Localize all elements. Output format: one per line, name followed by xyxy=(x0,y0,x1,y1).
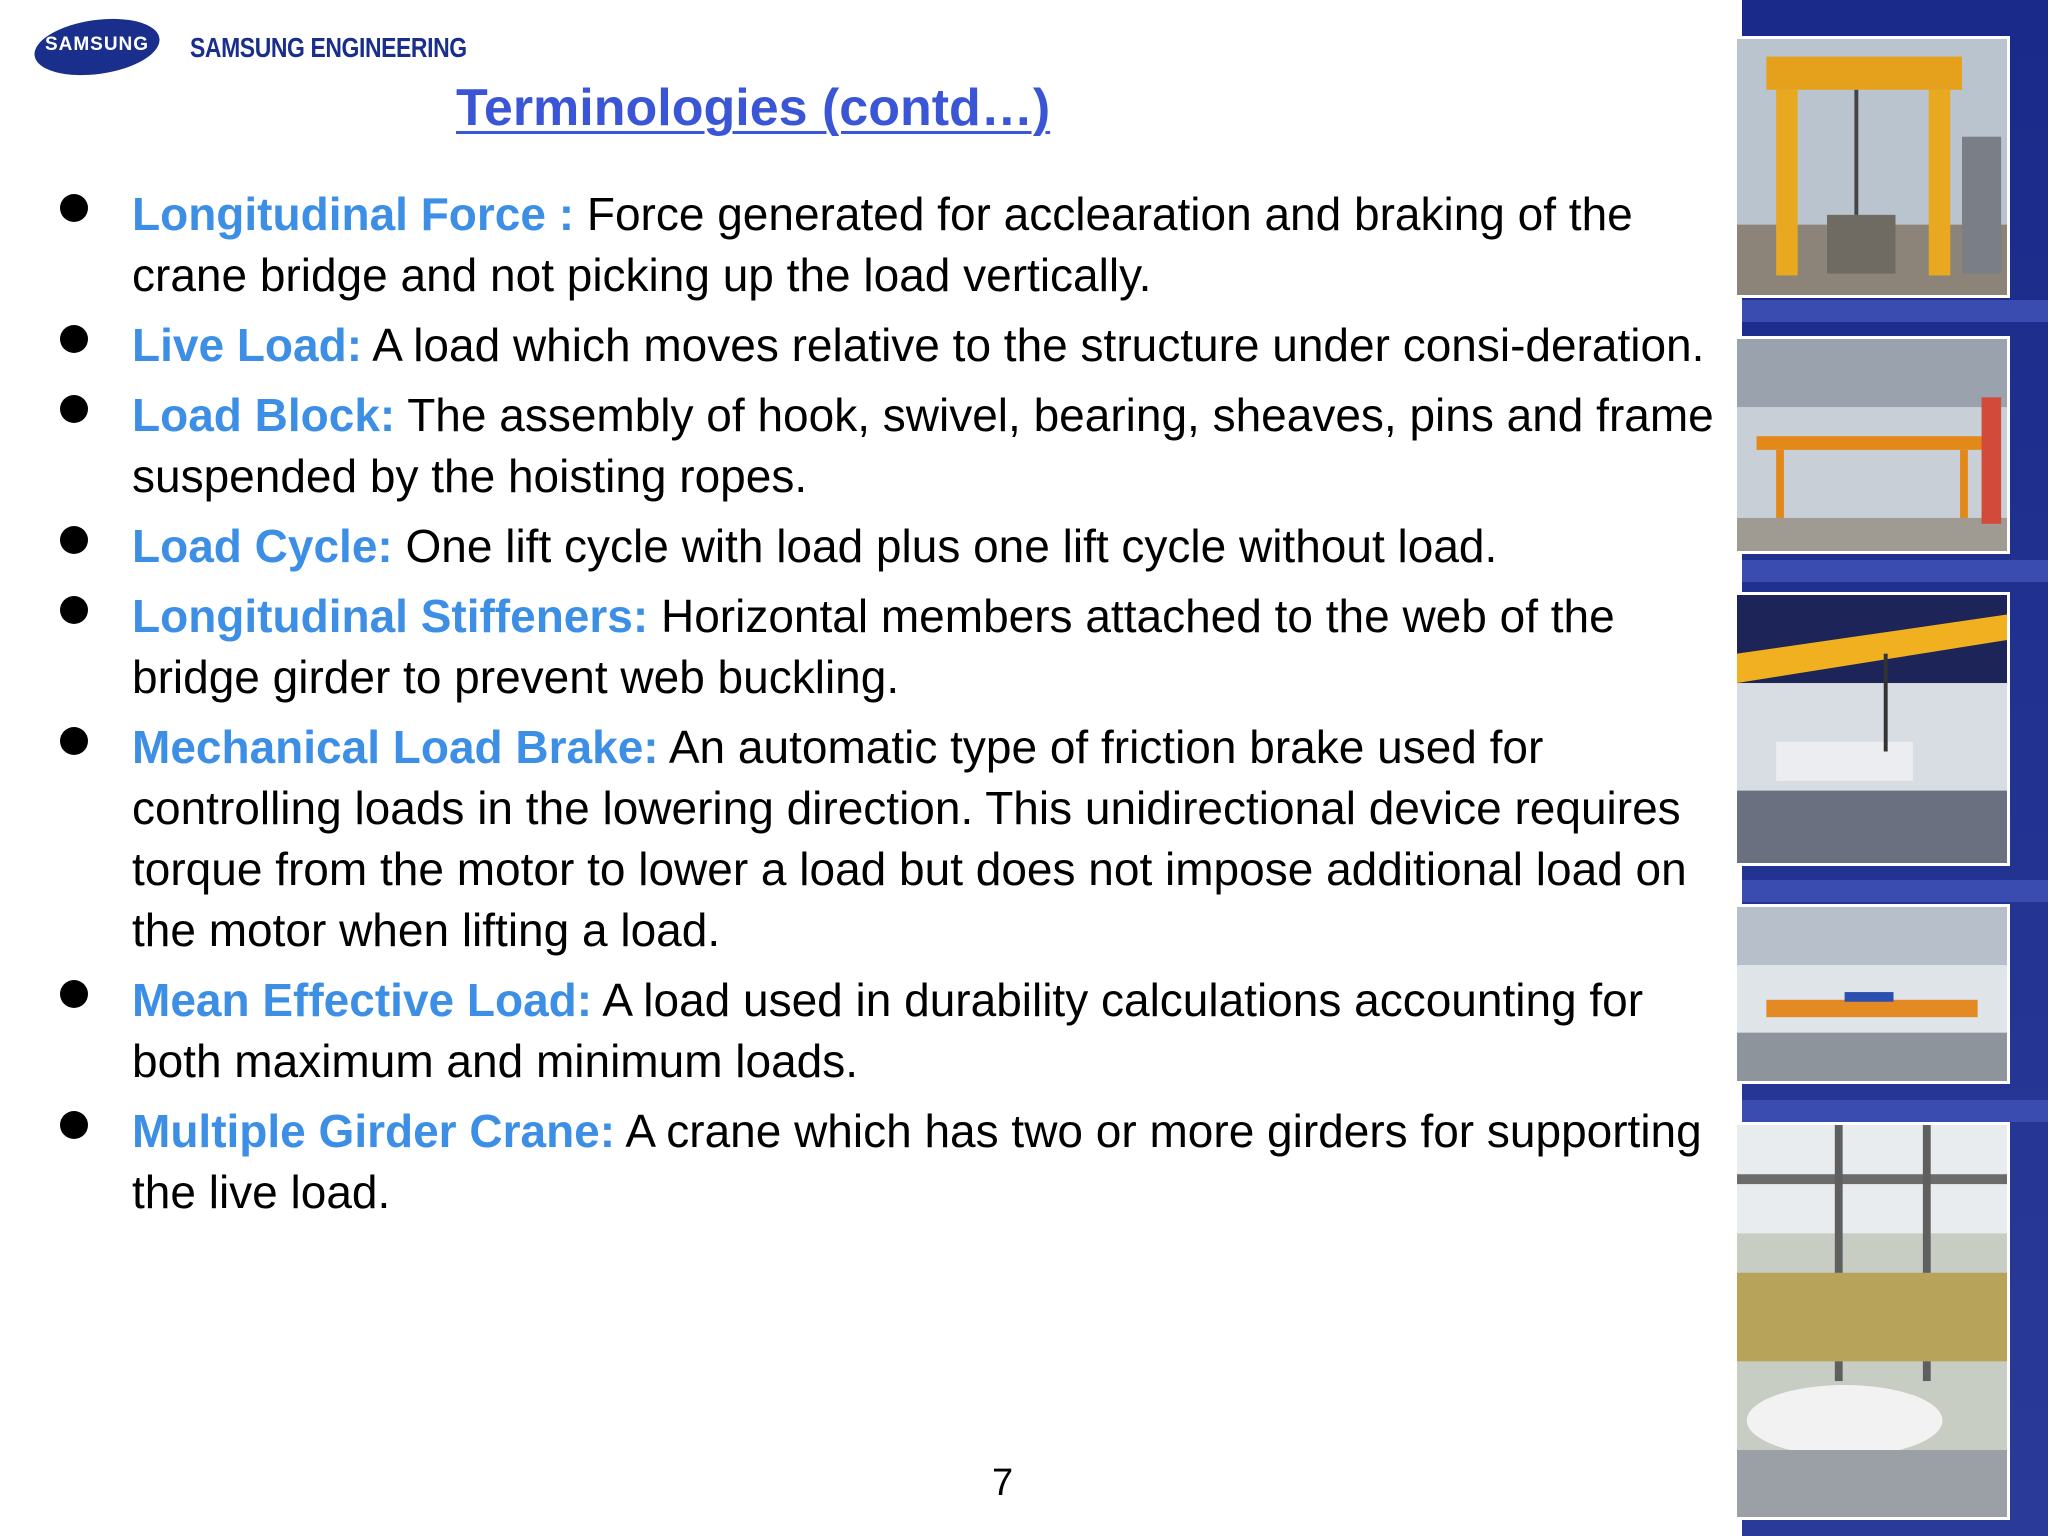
term-definition: Force generated for acclearation and braking of the crane bridge and not picking up the load vertically. xyxy=(132,188,1633,301)
bullet-icon xyxy=(60,325,88,353)
bullet-icon xyxy=(60,1111,88,1139)
term-item xyxy=(56,586,1716,708)
term-item xyxy=(56,1101,1716,1223)
term-name: Longitudinal Stiffeners: xyxy=(132,590,649,642)
bullet-icon xyxy=(60,395,88,423)
term-list xyxy=(56,184,1716,1232)
term-name: Load Block: xyxy=(132,389,396,441)
term-name: Mechanical Load Brake: xyxy=(132,721,659,773)
overhead-crane-photo xyxy=(1734,336,2010,554)
term-name: Multiple Girder Crane: xyxy=(132,1105,616,1157)
term-definition: An automatic type of friction brake used for controlling loads in the lowering direction. This unidirectional device requires torque from the motor to lower a load but does not impose additional load on the motor when lifting a load. xyxy=(132,721,1687,956)
strip-band xyxy=(1742,560,2048,582)
term-item xyxy=(56,184,1716,306)
logo-text: SAMSUNG xyxy=(44,34,150,55)
bridge-crane-photo xyxy=(1734,592,2010,866)
bullet-icon xyxy=(60,526,88,554)
strip-band xyxy=(1742,300,2048,322)
bullet-icon xyxy=(60,727,88,755)
company-name: SAMSUNG ENGINEERING xyxy=(190,32,467,63)
slide-title: Terminologies (contd…) xyxy=(456,79,1051,137)
term-item xyxy=(56,385,1716,507)
term-item xyxy=(56,315,1716,376)
strip-band xyxy=(1742,880,2048,902)
term-name: Live Load: xyxy=(132,319,363,371)
strip-band xyxy=(1742,1100,2048,1122)
page-number: 7 xyxy=(992,1462,1014,1504)
hall-crane-photo xyxy=(1734,904,2010,1084)
bullet-icon xyxy=(60,980,88,1008)
term-definition: A crane which has two or more girders for supporting the live load. xyxy=(132,1105,1702,1218)
term-definition: A load used in durability calculations accounting for both maximum and minimum loads. xyxy=(132,974,1644,1087)
term-definition: Horizontal members attached to the web of the bridge girder to prevent web buckling. xyxy=(132,590,1615,703)
term-item xyxy=(56,516,1716,577)
bullet-icon xyxy=(60,194,88,222)
term-definition: The assembly of hook, swivel, bearing, sheaves, pins and frame suspended by the hoisting ropes. xyxy=(132,389,1714,502)
term-name: Mean Effective Load: xyxy=(132,974,593,1026)
term-item xyxy=(56,717,1716,961)
term-name: Load Cycle: xyxy=(132,520,393,572)
bullet-icon xyxy=(60,596,88,624)
term-definition: One lift cycle with load plus one lift cycle without load. xyxy=(392,520,1498,572)
term-definition: A load which moves relative to the structure under consi-deration. xyxy=(362,319,1705,371)
assembly-line-photo xyxy=(1734,1122,2010,1520)
gantry-crane-photo xyxy=(1734,36,2010,298)
term-item xyxy=(56,970,1716,1092)
term-name: Longitudinal Force : xyxy=(132,188,575,240)
